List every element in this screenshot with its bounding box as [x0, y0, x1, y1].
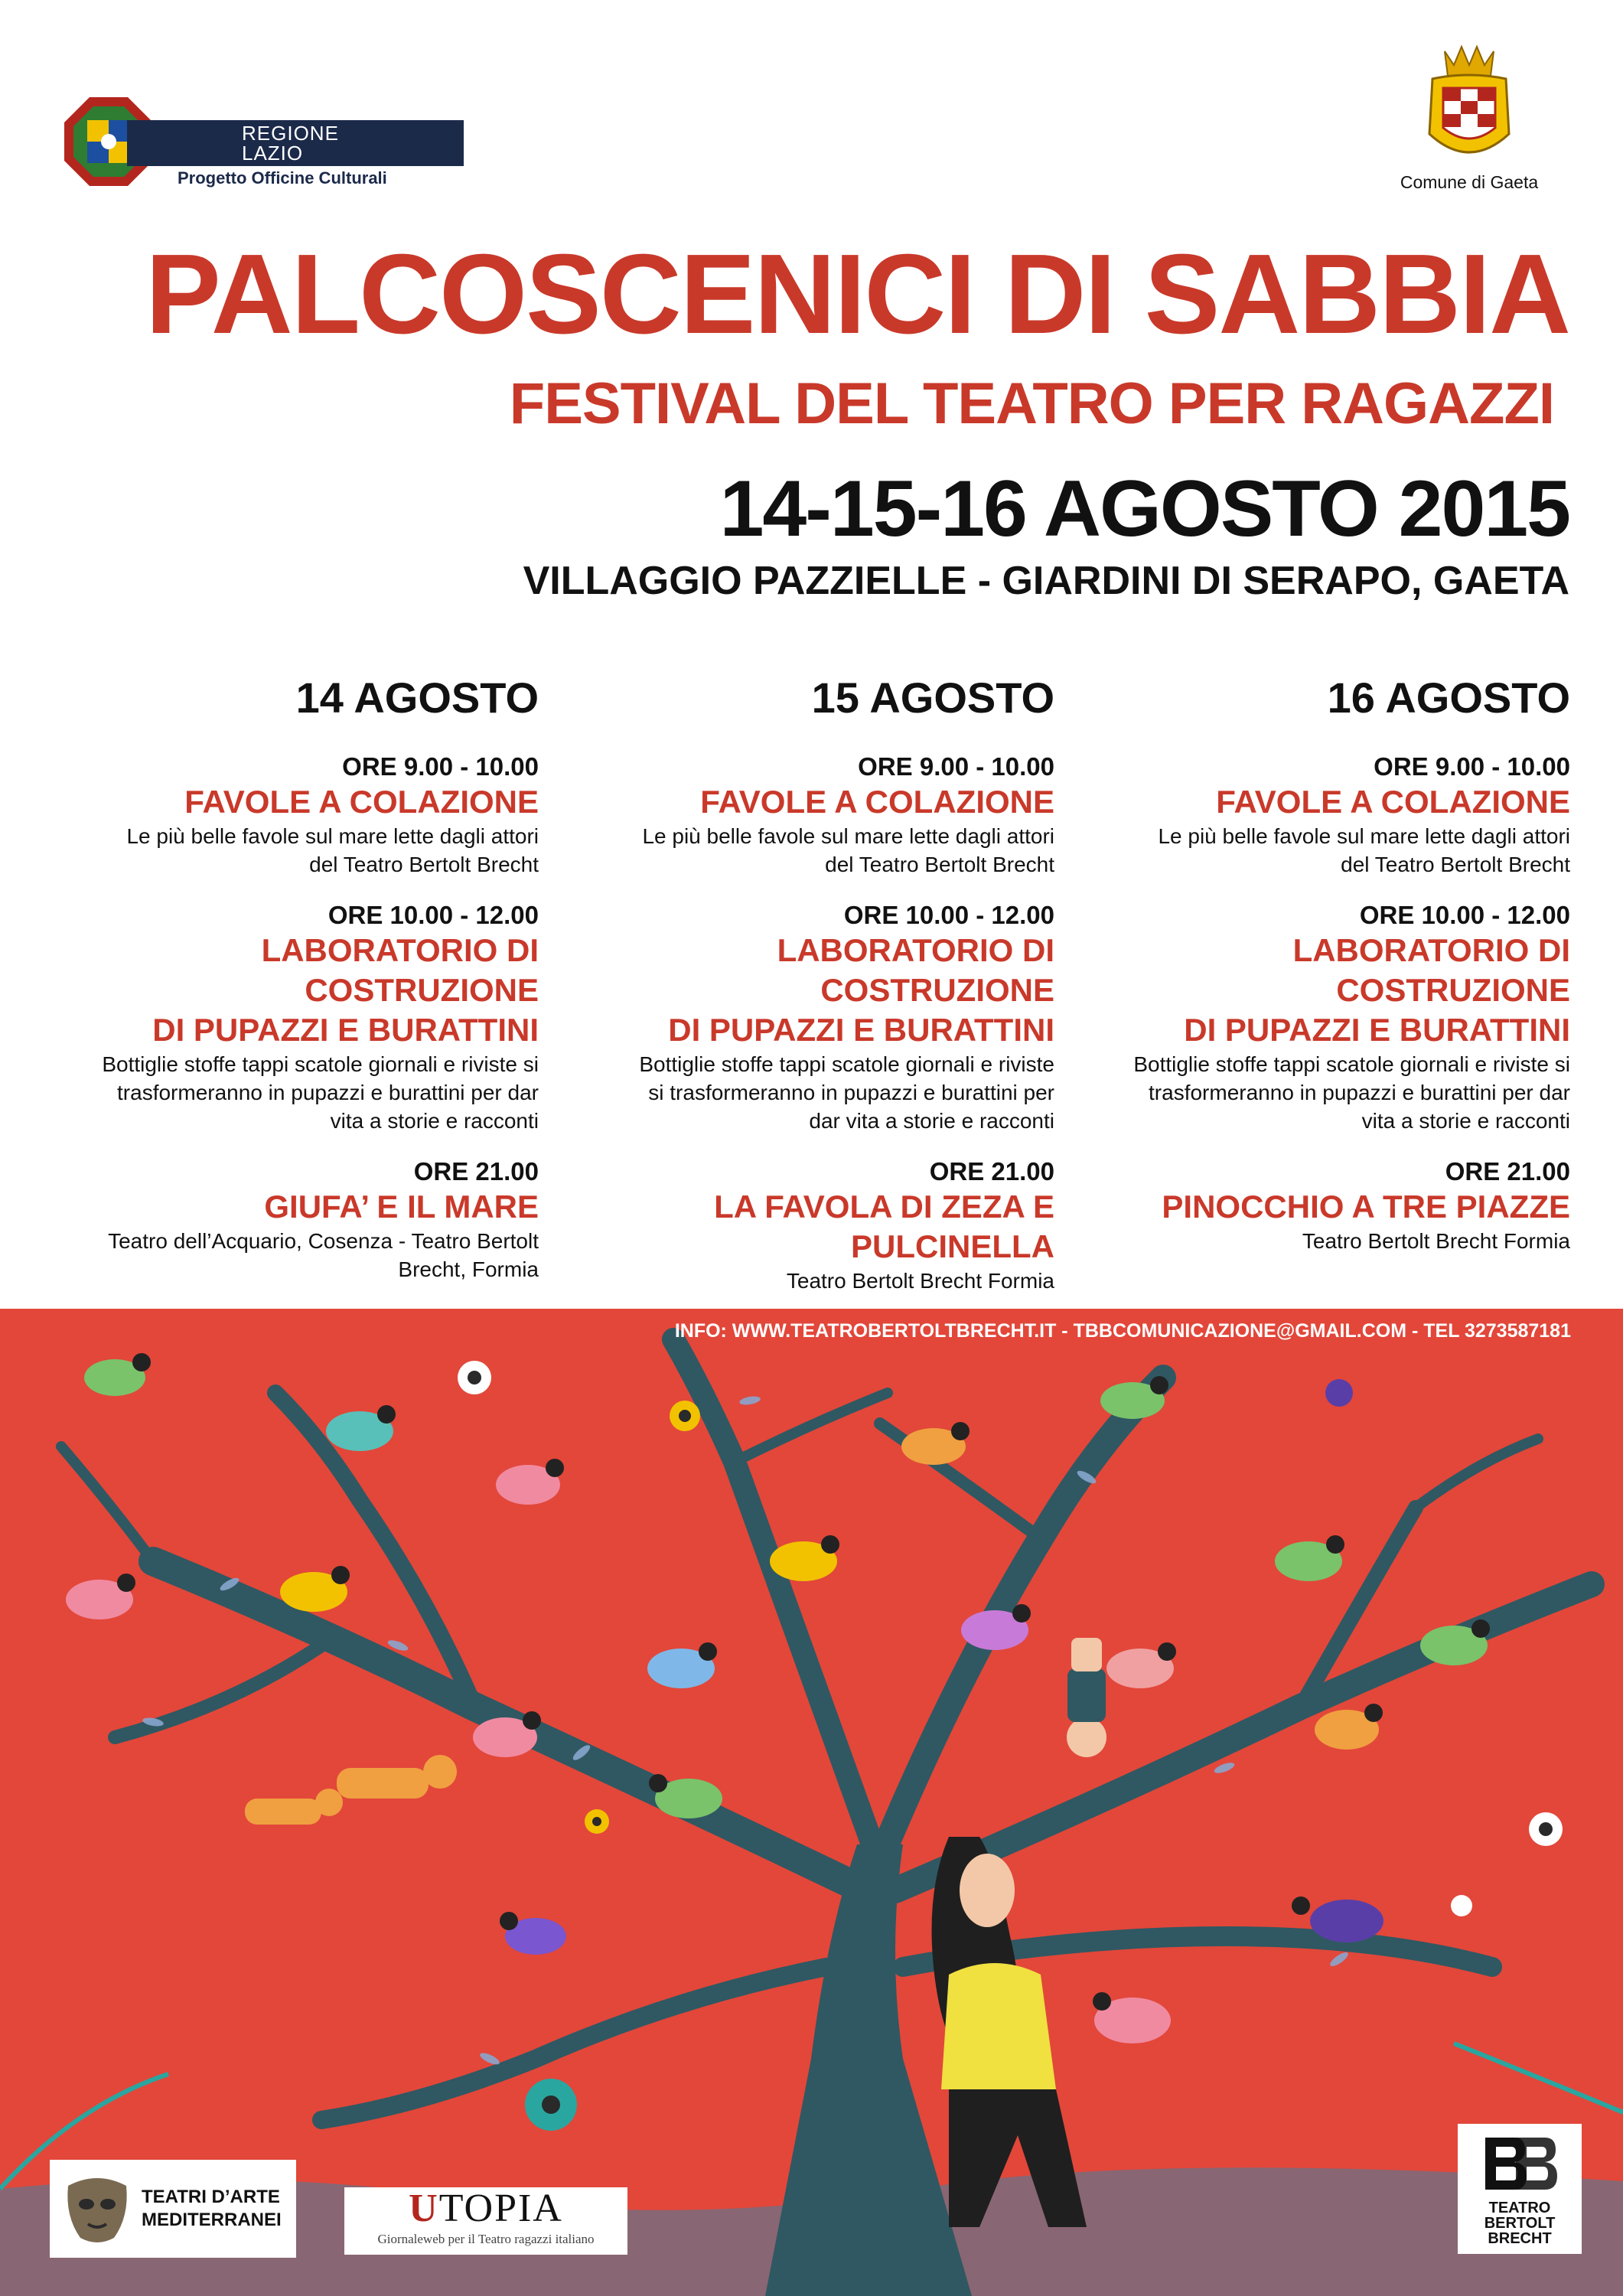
event-description: del Teatro Bertolt Brecht	[1341, 853, 1570, 876]
event-item	[1111, 752, 1570, 879]
tree-illustration	[0, 1309, 1623, 2296]
event-time: ORE 10.00 - 12.00	[328, 901, 539, 929]
event-name: LA FAVOLA DI ZEZA E PULCINELLA	[714, 1189, 1054, 1264]
event-description: dar vita a storie e racconti	[809, 1109, 1054, 1133]
tbb-monogram-icon	[1481, 2133, 1559, 2194]
event-name: PINOCCHIO A TRE PIAZZE	[1162, 1189, 1570, 1225]
festival-dates: 14-15-16 AGOSTO 2015	[719, 465, 1569, 553]
event-description: Le più belle favole sul mare lette dagli attori	[1158, 824, 1570, 848]
day-heading: 16 AGOSTO	[1327, 673, 1570, 722]
comune-gaeta-logo	[1385, 42, 1553, 195]
event-time: ORE 21.00	[1445, 1157, 1570, 1186]
event-description: trasformeranno in pupazzi e burattini per dar	[1149, 1081, 1570, 1104]
utopia-logo	[344, 2187, 627, 2255]
tbb-logo-line1: TEATRO	[1488, 2200, 1551, 2216]
event-item	[1111, 900, 1570, 1135]
event-name: GIUFA’ E IL MARE	[264, 1189, 539, 1225]
regione-logo-line2: LAZIO	[242, 142, 304, 165]
event-item	[80, 1156, 539, 1283]
regione-logo-line1: REGIONE	[242, 122, 339, 145]
regione-logo-subtitle: Progetto Officine Culturali	[178, 168, 387, 188]
event-item	[80, 900, 539, 1135]
day-heading: 14 AGOSTO	[295, 673, 539, 722]
utopia-logo-initial: U	[409, 2187, 439, 2230]
program-day-1	[80, 673, 539, 1305]
event-name: DI PUPAZZI E BURATTINI	[1184, 1012, 1570, 1048]
gaeta-crest-icon	[1385, 42, 1553, 168]
event-item	[595, 1156, 1054, 1295]
event-item	[80, 752, 539, 879]
event-name: LABORATORIO DI COSTRUZIONE	[777, 932, 1054, 1008]
event-time: ORE 21.00	[929, 1157, 1054, 1186]
tbb-logo-line2: BERTOLT	[1484, 2215, 1556, 2232]
event-item	[1111, 1156, 1570, 1255]
utopia-logo-rest: TOPIA	[438, 2187, 563, 2230]
theatre-mask-icon	[60, 2170, 134, 2247]
event-time: ORE 9.00 - 10.00	[342, 752, 539, 781]
festival-subtitle: FESTIVAL DEL TEATRO PER RAGAZZI	[509, 371, 1554, 436]
event-description: Teatro Bertolt Brecht Formia	[1302, 1229, 1570, 1253]
event-time: ORE 21.00	[413, 1157, 539, 1186]
event-time: ORE 10.00 - 12.00	[1359, 901, 1570, 929]
event-item	[595, 900, 1054, 1135]
tbb-logo-line3: BRECHT	[1488, 2230, 1552, 2247]
teatri-logo-line1: TEATRI D’ARTE	[142, 2187, 280, 2207]
festival-title: PALCOSCENICI DI SABBIA	[145, 231, 1569, 357]
event-name: FAVOLE A COLAZIONE	[184, 784, 539, 820]
event-name: FAVOLE A COLAZIONE	[1216, 784, 1570, 820]
comune-gaeta-label: Comune di Gaeta	[1400, 172, 1539, 192]
event-description: si trasformeranno in pupazzi e burattini per	[648, 1081, 1054, 1104]
event-name: LABORATORIO DI COSTRUZIONE	[261, 932, 539, 1008]
event-name: DI PUPAZZI E BURATTINI	[668, 1012, 1054, 1048]
event-name: DI PUPAZZI E BURATTINI	[152, 1012, 539, 1048]
info-contact-line: INFO: WWW.TEATROBERTOLTBRECHT.IT - TBBCOMUNICAZIONE@GMAIL.COM - TEL 3273587181	[674, 1320, 1571, 1342]
event-description: vita a storie e racconti	[1361, 1109, 1570, 1133]
event-description: vita a storie e racconti	[330, 1109, 539, 1133]
event-time: ORE 9.00 - 10.00	[1374, 752, 1570, 781]
event-description: del Teatro Bertolt Brecht	[309, 853, 539, 876]
event-description: Bottiglie stoffe tappi scatole giornali e riviste	[639, 1052, 1054, 1076]
event-item	[595, 752, 1054, 879]
event-description: Le più belle favole sul mare lette dagli attori	[126, 824, 539, 848]
event-time: ORE 10.00 - 12.00	[843, 901, 1054, 929]
utopia-logo-subtitle: Giornaleweb per il Teatro ragazzi italiano	[377, 2232, 595, 2246]
event-name: FAVOLE A COLAZIONE	[700, 784, 1054, 820]
event-name: LABORATORIO DI COSTRUZIONE	[1292, 932, 1570, 1008]
teatro-bertolt-brecht-logo	[1458, 2124, 1582, 2254]
event-description: trasformeranno in pupazzi e burattini per dar	[117, 1081, 539, 1104]
teatri-logo-line2: MEDITERRANEI	[142, 2210, 282, 2230]
event-description: Bottiglie stoffe tappi scatole giornali e riviste si	[1133, 1052, 1570, 1076]
event-description: Teatro dell’Acquario, Cosenza - Teatro Bertolt	[108, 1229, 539, 1253]
event-description: Le più belle favole sul mare lette dagli attori	[642, 824, 1054, 848]
event-description: del Teatro Bertolt Brecht	[825, 853, 1054, 876]
event-time: ORE 9.00 - 10.00	[858, 752, 1054, 781]
regione-lazio-logo	[63, 96, 415, 195]
teatri-arte-mediterranei-logo	[50, 2160, 296, 2258]
program-day-3	[1111, 673, 1570, 1277]
day-heading: 15 AGOSTO	[811, 673, 1054, 722]
event-description: Brecht, Formia	[398, 1257, 539, 1281]
program-day-2	[595, 673, 1054, 1316]
festival-venue: VILLAGGIO PAZZIELLE - GIARDINI DI SERAPO, GAETA	[523, 559, 1569, 603]
event-description: Teatro Bertolt Brecht Formia	[786, 1269, 1054, 1293]
event-description: Bottiglie stoffe tappi scatole giornali e riviste si	[102, 1052, 539, 1076]
